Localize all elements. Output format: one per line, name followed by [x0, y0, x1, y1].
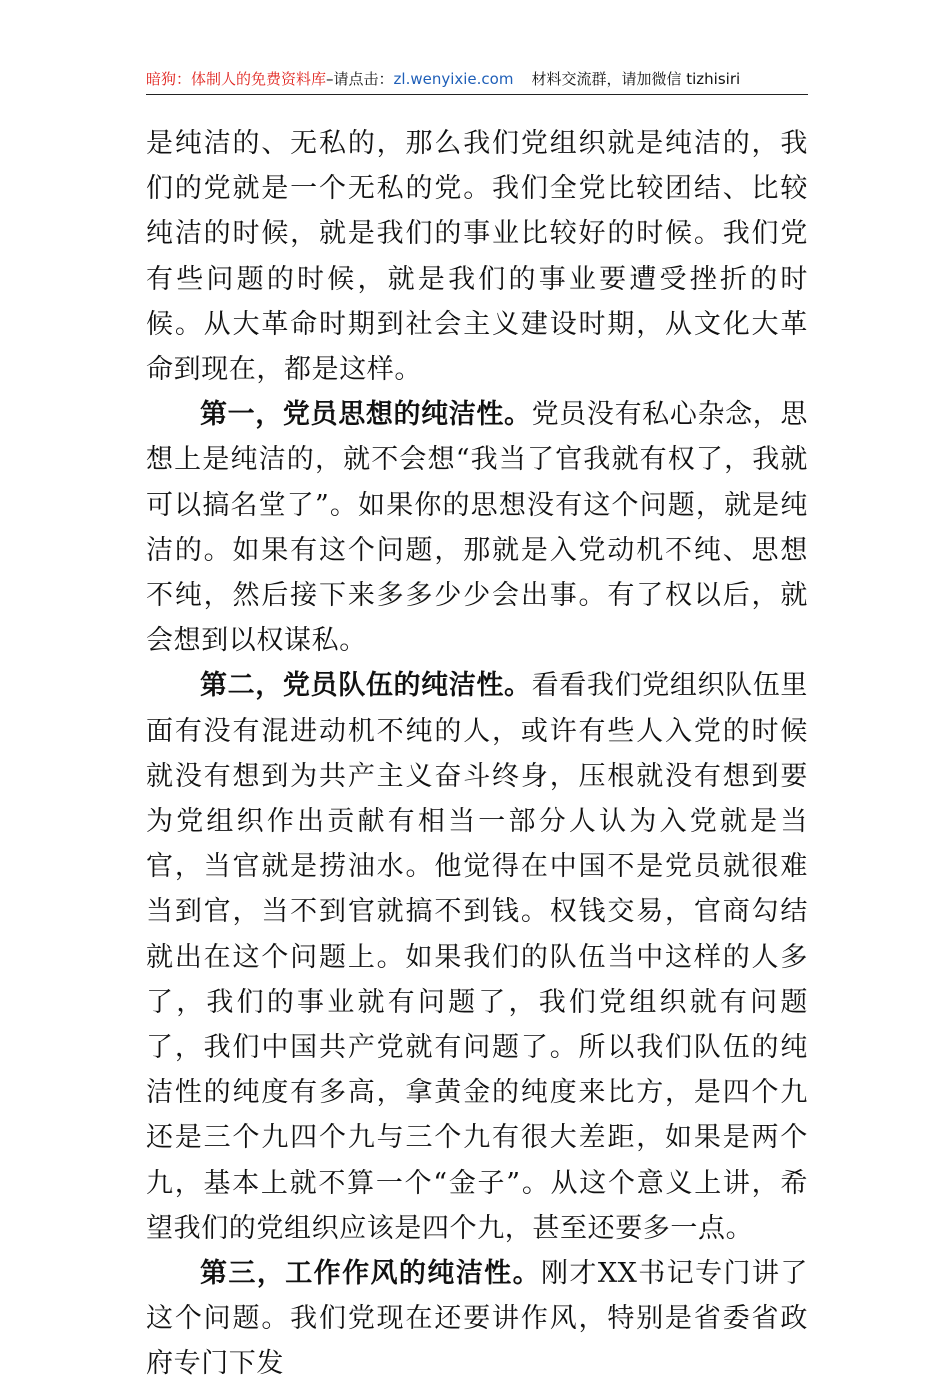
paragraph-first-heading: 第一，党员思想的纯洁性。 — [200, 399, 532, 431]
paragraph-second-text: 看看我们党组织队伍里面有没有混进动机不纯的人，或许有些人入党的时候就没有想到为共产主义奋斗终身，压根就没有想到要为党组织作出贡献有相当一部分人认为入党就是当官，当官就是捞油水。他觉得在中国不是党员就很难当到官，当不到官就搞不到钱。权钱交易，官商勾结就出在这个问题上。如果我们的队伍当中这样的人多了，我们的事业就有问题了，我们党组织就有问题了，我们中国共产党就有问题了。所以我们队伍的纯洁性的纯度有多高，拿黄金的纯度来比方，是四个九还是三个九四个九与三个九有很大差距，如果是两个九，基本上就不算一个“金子”。从这个意义上讲，希望我们的党组织应该是四个九，甚至还要多一点。 — [146, 670, 808, 1244]
paragraph-first-text: 党员没有私心杂念，思想上是纯洁的，就不会想“我当了官我就有权了，我就可以搞名堂了”。如果你的思想没有这个问题，就是纯洁的。如果有这个问题，那就是入党动机不纯、思想不纯，然后接下来多多少少会出事。有了权以后，就会想到以权谋私。 — [146, 399, 808, 657]
paragraph-first — [146, 392, 808, 663]
header-url-link[interactable]: zl.wenyixie.com — [393, 70, 514, 88]
paragraph-third-heading: 第三，工作作风的纯洁性。 — [200, 1258, 542, 1290]
paragraph-second — [146, 663, 808, 1251]
header-divider — [146, 94, 808, 95]
paragraph-third — [146, 1251, 808, 1387]
paragraph-second-heading: 第二，党员队伍的纯洁性。 — [200, 670, 532, 702]
header-wechat-note: 材料交流群，请加微信 tizhisiri — [531, 70, 741, 88]
document-body — [146, 121, 808, 1387]
header-click-prompt: –请点击： — [326, 70, 394, 88]
paragraph-continuation: 是纯洁的、无私的，那么我们党组织就是纯洁的，我们的党就是一个无私的党。我们全党比较团结、比较纯洁的时候，就是我们的事业比较好的时候。我们党有些问题的时候，就是我们的事业要遭受挫折的时候。从大革命时期到社会主义建设时期，从文化大革命到现在，都是这样。 — [146, 128, 808, 386]
header-site-name: 暗狗：体制人的免费资料库 — [146, 70, 327, 88]
page-header — [146, 66, 808, 92]
paragraph-third-text: 刚才XX书记专门讲了这个问题。我们党现在还要讲作风，特别是省委省政府专门下发 — [146, 1258, 808, 1380]
